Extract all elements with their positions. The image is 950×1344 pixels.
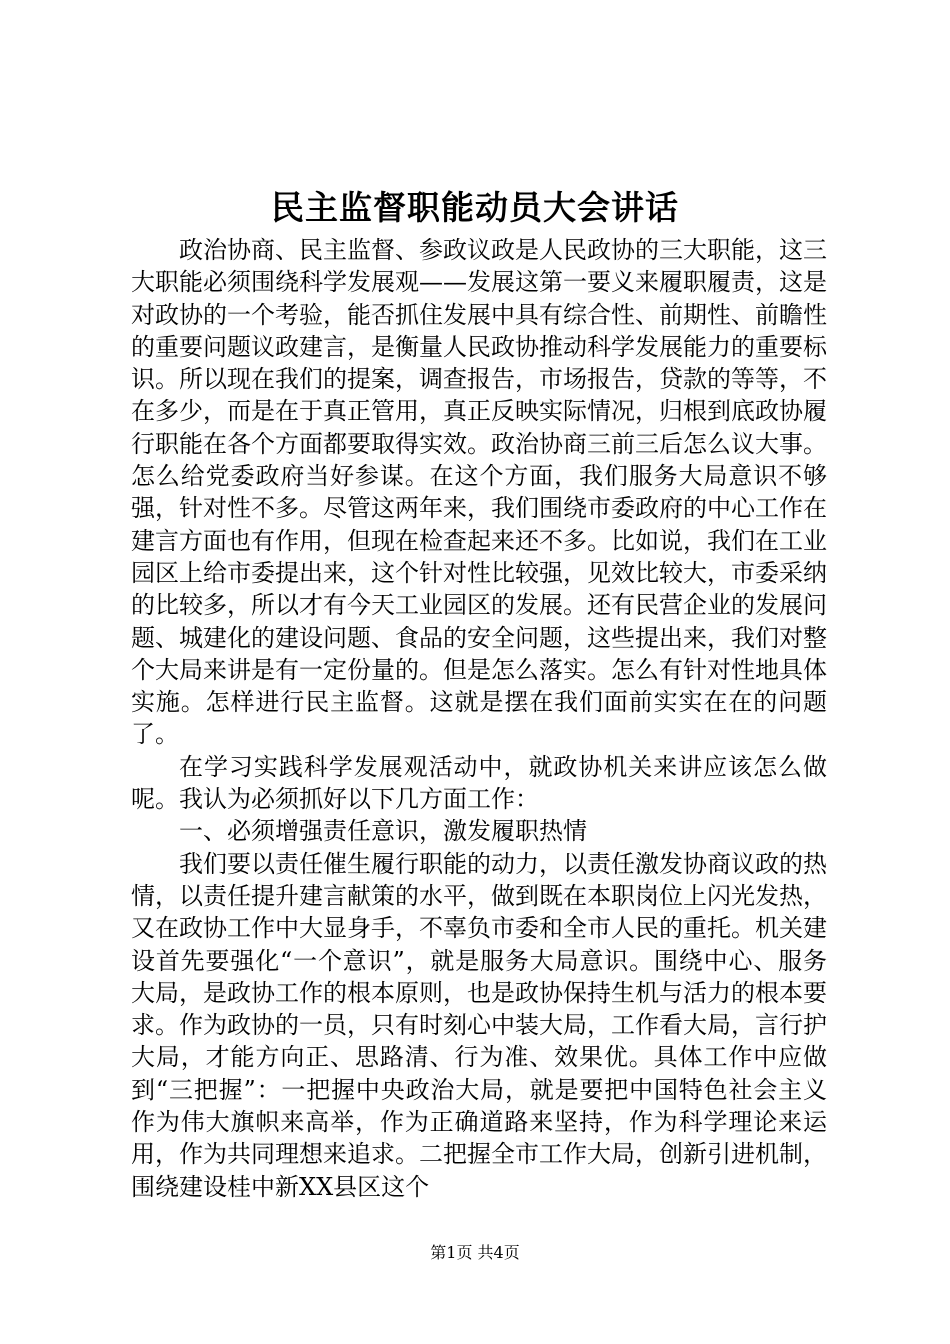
paragraph: 我们要以责任催生履行职能的动力，以责任激发协商议政的热情，以责任提升建言献策的水平，做到既在本职岗位上闪光发热，又在政协工作中大显身手，不辜负市委和全市人民的重托。机关建设首先要强化“一个意识”，就是服务大局意识。围绕中心、服务大局，是政协工作的根本原则，也是政协保持生机与活力的根本要求。作为政协的一员，只有时刻心中装大局，工作看大局，言行护大局，才能方向正、思路清、行为准、效果优。具体工作中应做到“三把握”：一把握中央政治大局，就是要把中国特色社会主义作为伟大旗帜来高举，作为正确道路来坚持，作为科学理论来运用，作为共同理想来追求。二把握全市工作大局，创新引进机制，围绕建设桂中新XX县区这个 — [131, 849, 827, 1201]
page-footer: 第1页 共4页 — [430, 1243, 520, 1262]
paragraph: 在学习实践科学发展观活动中，就政协机关来讲应该怎么做呢。我认为必须抓好以下几方面工作： — [131, 752, 827, 814]
section-heading: 一、必须增强责任意识，激发履职热情 — [179, 817, 587, 846]
document-body — [131, 234, 827, 1203]
paragraph: 政治协商、民主监督、参政议政是人民政协的三大职能，这三大职能必须围绕科学发展观——发展这第一要义来履职履责，这是对政协的一个考验，能否抓住发展中具有综合性、前期性、前瞻性的重要问题议政建言，是衡量人民政协推动科学发展能力的重要标识。所以现在我们的提案，调查报告，市场报告，贷款的等等，不在多少，而是在于真正管用，真正反映实际情况，归根到底政协履行职能在各个方面都要取得实效。政治协商三前三后怎么议大事。怎么给党委政府当好参谋。在这个方面，我们服务大局意识不够强，针对性不多。尽管这两年来，我们围绕市委政府的中心工作在建言方面也有作用，但现在检查起来还不多。比如说，我们在工业园区上给市委提出来，这个针对性比较强，见效比较大，市委采纳的比较多，所以才有今天工业园区的发展。还有民营企业的发展问题、城建化的建设问题、食品的安全问题，这些提出来，我们对整个大局来讲是有一定份量的。但是怎么落实。怎么有针对性地具体实施。怎样进行民主监督。这就是摆在我们面前实实在在的问题了。 — [131, 236, 827, 749]
document-title: 民主监督职能动员大会讲话 — [271, 188, 679, 227]
